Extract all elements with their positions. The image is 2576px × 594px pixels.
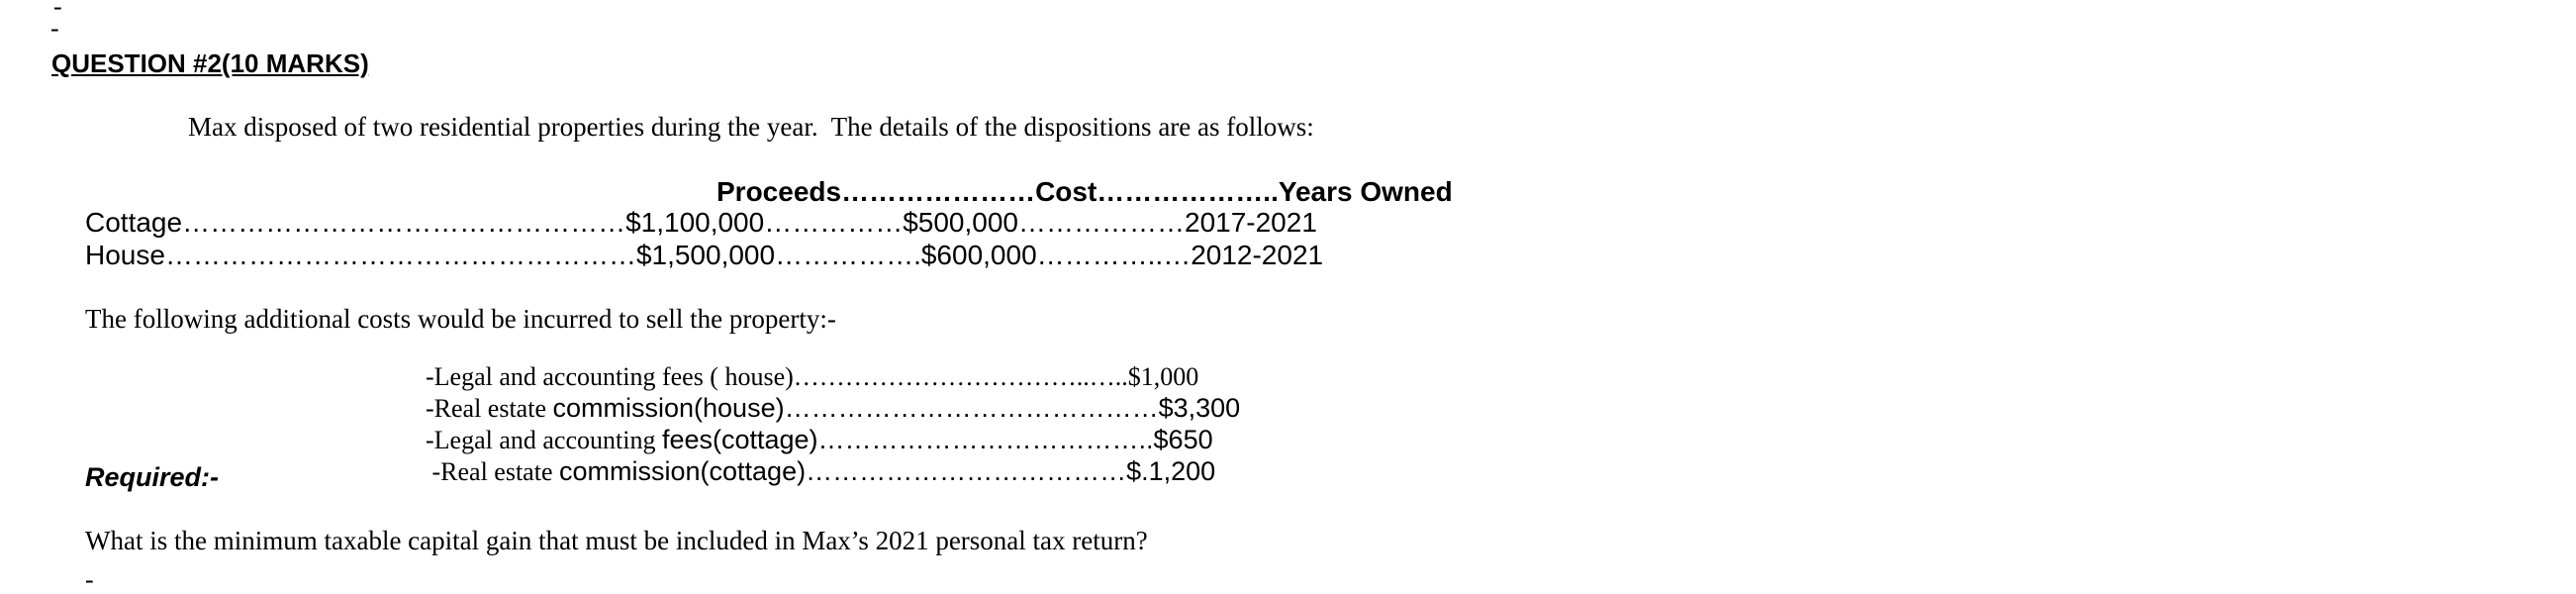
cost-item-commission-cottage [400,433,1215,511]
cost-item-text: -Legal and accounting fees ( house)……………………………..…..$1,000 [426,362,1199,391]
question-text: What is the minimum taxable capital gain that must be included in Max’s 2021 personal tax return? [85,526,1148,555]
required-label: Required:- [85,462,219,492]
cost-item-text: -Legal and accounting [426,426,662,454]
bottom-dash: - [85,565,94,594]
question-heading: QUESTION #2(10 MARKS) [51,49,369,78]
cost-item-tail: fees(cottage)………………………………..$650 [661,425,1213,454]
intro-paragraph: Max disposed of two residential properties during the year. The details of the dispositions are as follows: [188,112,1314,142]
table-row-cottage: Cottage…………………………………………$1,100,000……………$500,000………………2017-2021 [85,207,1317,238]
cost-item-tail: commission(house)……………………………………$3,300 [552,393,1241,423]
additional-costs-intro: The following additional costs would be incurred to sell the property:- [85,304,836,334]
table-row-house: House……………………………………………$1,500,000…………….$600,000…………..…2012-2021 [85,240,1324,270]
table-header-row: Proceeds…………………Cost………………..Years Owned [716,176,1453,207]
top-dash-2: - [50,14,59,43]
cost-item-text: -Real estate [426,394,553,423]
top-dash-1: - [53,0,62,21]
cost-item-tail: commission(cottage)………………………………$.1,200 [559,456,1216,486]
cost-item-text: -Real estate [426,457,559,486]
